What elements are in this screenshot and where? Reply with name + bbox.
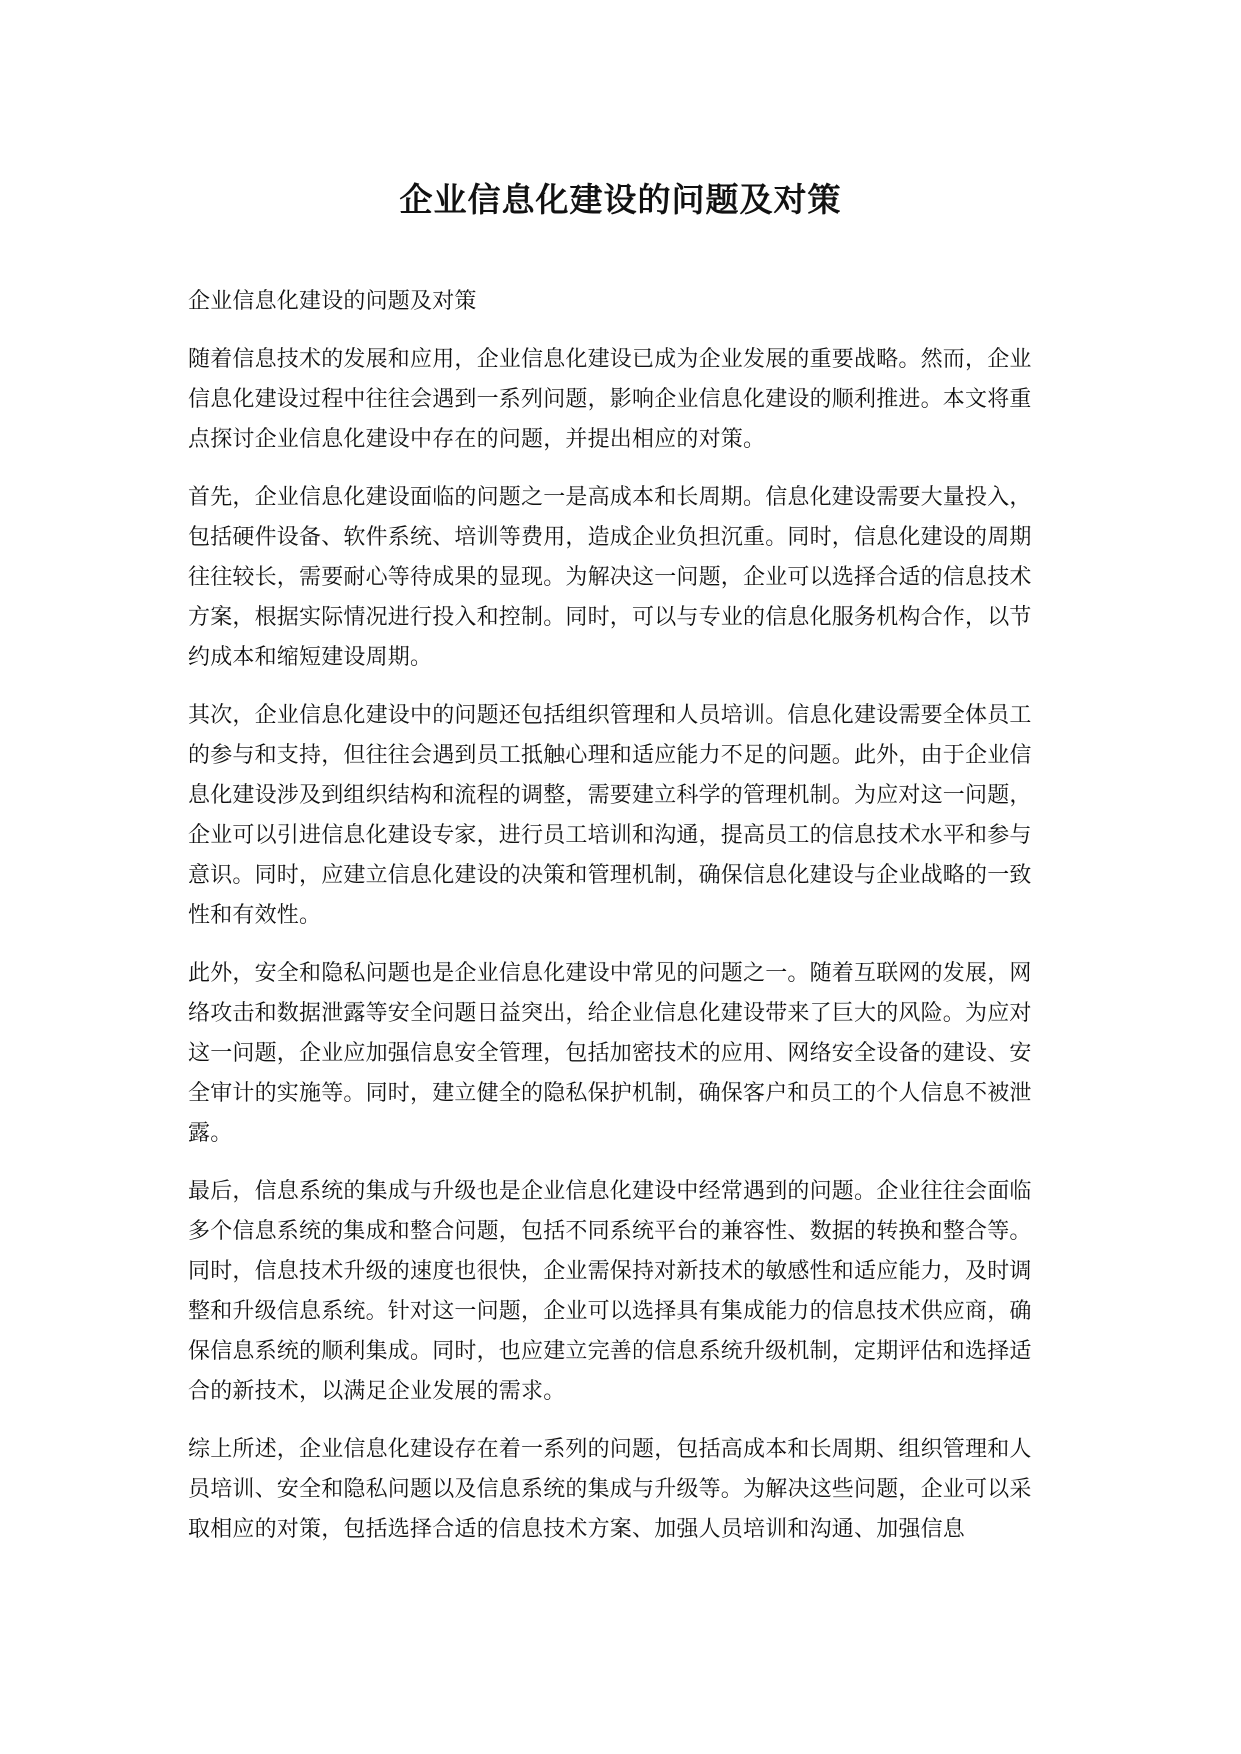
intro-paragraph: 随着信息技术的发展和应用，企业信息化建设已成为企业发展的重要战略。然而，企业信息化建设过程中往往会遇到一系列问题，影响企业信息化建设的顺利推进。本文将重点探讨企业信息化建设中存在的问题，并提出相应的对策。 [188,347,1032,452]
paragraph-summary: 综上所述，企业信息化建设存在着一系列的问题，包括高成本和长周期、组织管理和人员培训、安全和隐私问题以及信息系统的集成与升级等。为解决这些问题，企业可以采取相应的对策，包括选择合适的信息技术方案、加强人员培训和沟通、加强信息 [188,1437,1032,1542]
paragraph-cost-cycle: 首先，企业信息化建设面临的问题之一是高成本和长周期。信息化建设需要大量投入，包括硬件设备、软件系统、培训等费用，造成企业负担沉重。同时，信息化建设的周期往往较长，需要耐心等待成果的显现。为解决这一问题，企业可以选择合适的信息技术方案，根据实际情况进行投入和控制。同时，可以与专业的信息化服务机构合作，以节约成本和缩短建设周期。 [188,485,1032,670]
paragraph-security-privacy: 此外，安全和隐私问题也是企业信息化建设中常见的问题之一。随着互联网的发展，网络攻击和数据泄露等安全问题日益突出，给企业信息化建设带来了巨大的风险。为应对这一问题，企业应加强信息安全管理，包括加密技术的应用、网络安全设备的建设、安全审计的实施等。同时，建立健全的隐私保护机制，确保客户和员工的个人信息不被泄露。 [188,961,1032,1146]
paragraph-integration-upgrade: 最后，信息系统的集成与升级也是企业信息化建设中经常遇到的问题。企业往往会面临多个信息系统的集成和整合问题，包括不同系统平台的兼容性、数据的转换和整合等。同时，信息技术升级的速度也很快，企业需保持对新技术的敏感性和适应能力，及时调整和升级信息系统。针对这一问题，企业可以选择具有集成能力的信息技术供应商，确保信息系统的顺利集成。同时，也应建立完善的信息系统升级机制，定期评估和选择适合的新技术，以满足企业发展的需求。 [188,1179,1032,1404]
paragraph-management-training: 其次，企业信息化建设中的问题还包括组织管理和人员培训。信息化建设需要全体员工的参与和支持，但往往会遇到员工抵触心理和适应能力不足的问题。此外，由于企业信息化建设涉及到组织结构和流程的调整，需要建立科学的管理机制。为应对这一问题，企业可以引进信息化建设专家，进行员工培训和沟通，提高员工的信息技术水平和参与意识。同时，应建立信息化建设的决策和管理机制，确保信息化建设与企业战略的一致性和有效性。 [188,703,1032,928]
subtitle-paragraph: 企业信息化建设的问题及对策 [188,289,477,314]
document-title: 企业信息化建设的问题及对策 [399,180,842,219]
document-body [188,282,1048,1568]
